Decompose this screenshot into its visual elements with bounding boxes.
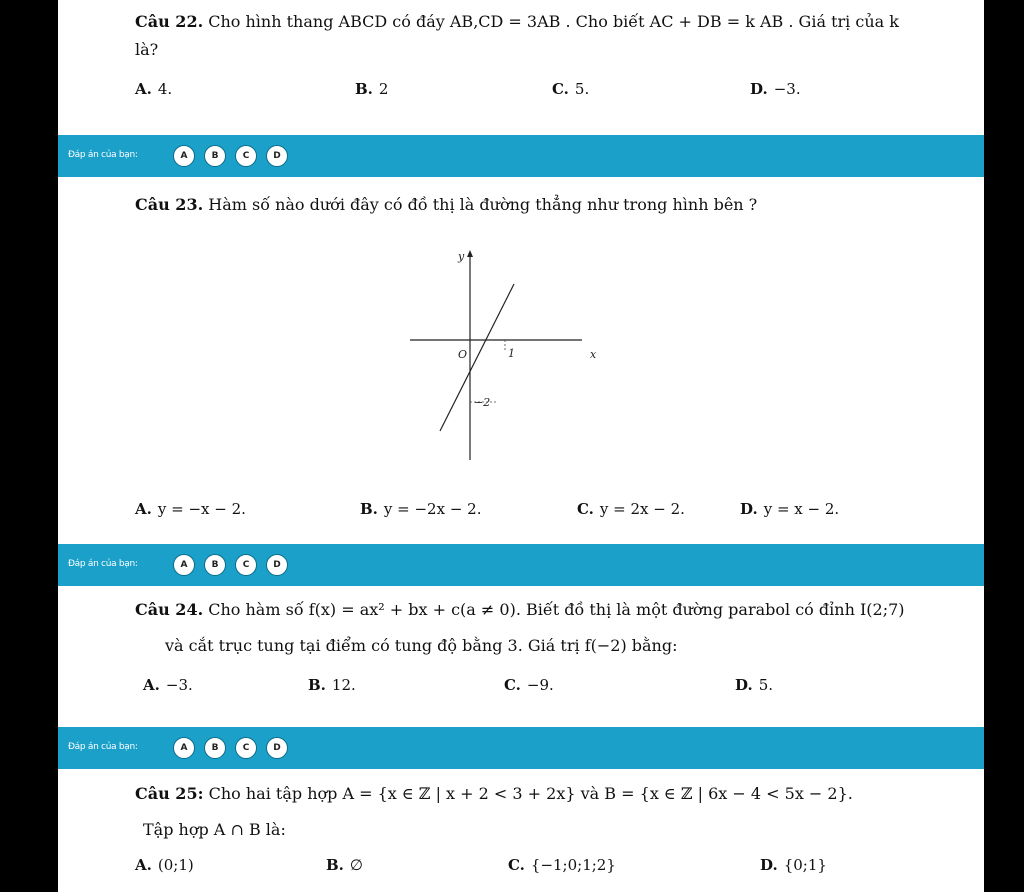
origin-label: O — [458, 348, 468, 361]
answer-choice-c[interactable]: C — [235, 554, 257, 576]
question-text: Cho hàm số f(x) = ax² + bx + c(a ≠ 0). Biết đồ thị là một đường parabol có đỉnh I(2;7) — [208, 600, 905, 619]
line-graph — [408, 246, 597, 466]
option-c: C. −9. — [504, 676, 554, 694]
question-text: Cho hai tập hợp A = {x ∈ ℤ | x + 2 < 3 + 2x} và B = {x ∈ ℤ | 6x − 4 < 5x − 2}. — [208, 784, 853, 803]
y-axis-label: y — [458, 250, 465, 263]
option-d: D. {0;1} — [760, 856, 827, 874]
question-number: Câu 24. — [135, 600, 204, 619]
answer-label: Đáp án của bạn: — [68, 742, 138, 752]
x-tick-label: 1 — [508, 347, 515, 360]
option-a: A. y = −x − 2. — [135, 500, 246, 518]
answer-choice-a[interactable]: A — [173, 737, 195, 759]
question-24 — [135, 600, 905, 619]
answer-choice-b[interactable]: B — [204, 145, 226, 167]
option-a: A. 4. — [135, 80, 173, 98]
option-d: D. 5. — [735, 676, 774, 694]
option-d: D. y = x − 2. — [740, 500, 840, 518]
answer-choice-a[interactable]: A — [173, 145, 195, 167]
question-text: Cho hình thang ABCD có đáy AB,CD = 3AB . Cho biết AC + DB = k AB . Giá trị của k — [208, 12, 899, 31]
option-d: D. −3. — [750, 80, 801, 98]
answer-choice-c[interactable]: C — [235, 737, 257, 759]
answer-choice-a[interactable]: A — [173, 554, 195, 576]
answer-choice-b[interactable]: B — [204, 554, 226, 576]
answer-bar — [58, 135, 984, 177]
answer-choice-c[interactable]: C — [235, 145, 257, 167]
answer-bar — [58, 727, 984, 769]
question-number: Câu 22. — [135, 12, 204, 31]
question-25-line2: Tập hợp A ∩ B là: — [143, 820, 286, 839]
option-b: B. 12. — [308, 676, 356, 694]
y-axis-arrow — [467, 250, 473, 257]
question-22 — [135, 12, 899, 31]
option-a: A. −3. — [143, 676, 193, 694]
question-number: Câu 25: — [135, 784, 204, 803]
question-number: Câu 23. — [135, 195, 204, 214]
option-c: C. {−1;0;1;2} — [508, 856, 616, 874]
option-c: C. y = 2x − 2. — [577, 500, 685, 518]
question-23 — [135, 195, 757, 214]
answer-label: Đáp án của bạn: — [68, 150, 138, 160]
question-22-line2: là? — [135, 40, 159, 59]
option-b: B. y = −2x − 2. — [360, 500, 482, 518]
option-b: B. 2 — [355, 80, 389, 98]
question-24-line2: và cắt trục tung tại điểm có tung độ bằng 3. Giá trị f(−2) bằng: — [165, 636, 678, 655]
option-c: C. 5. — [552, 80, 590, 98]
y-tick-label: −2 — [474, 396, 491, 409]
answer-choice-b[interactable]: B — [204, 737, 226, 759]
question-text: Hàm số nào dưới đây có đồ thị là đường thẳng như trong hình bên ? — [208, 195, 758, 214]
option-b: B. ∅ — [326, 856, 363, 874]
answer-choice-d[interactable]: D — [266, 554, 288, 576]
answer-bar — [58, 544, 984, 586]
answer-choice-d[interactable]: D — [266, 145, 288, 167]
option-a: A. (0;1) — [135, 856, 194, 874]
quiz-page — [58, 0, 984, 892]
answer-choice-d[interactable]: D — [266, 737, 288, 759]
question-25 — [135, 784, 853, 803]
answer-label: Đáp án của bạn: — [68, 559, 138, 569]
x-axis-label: x — [590, 348, 597, 361]
